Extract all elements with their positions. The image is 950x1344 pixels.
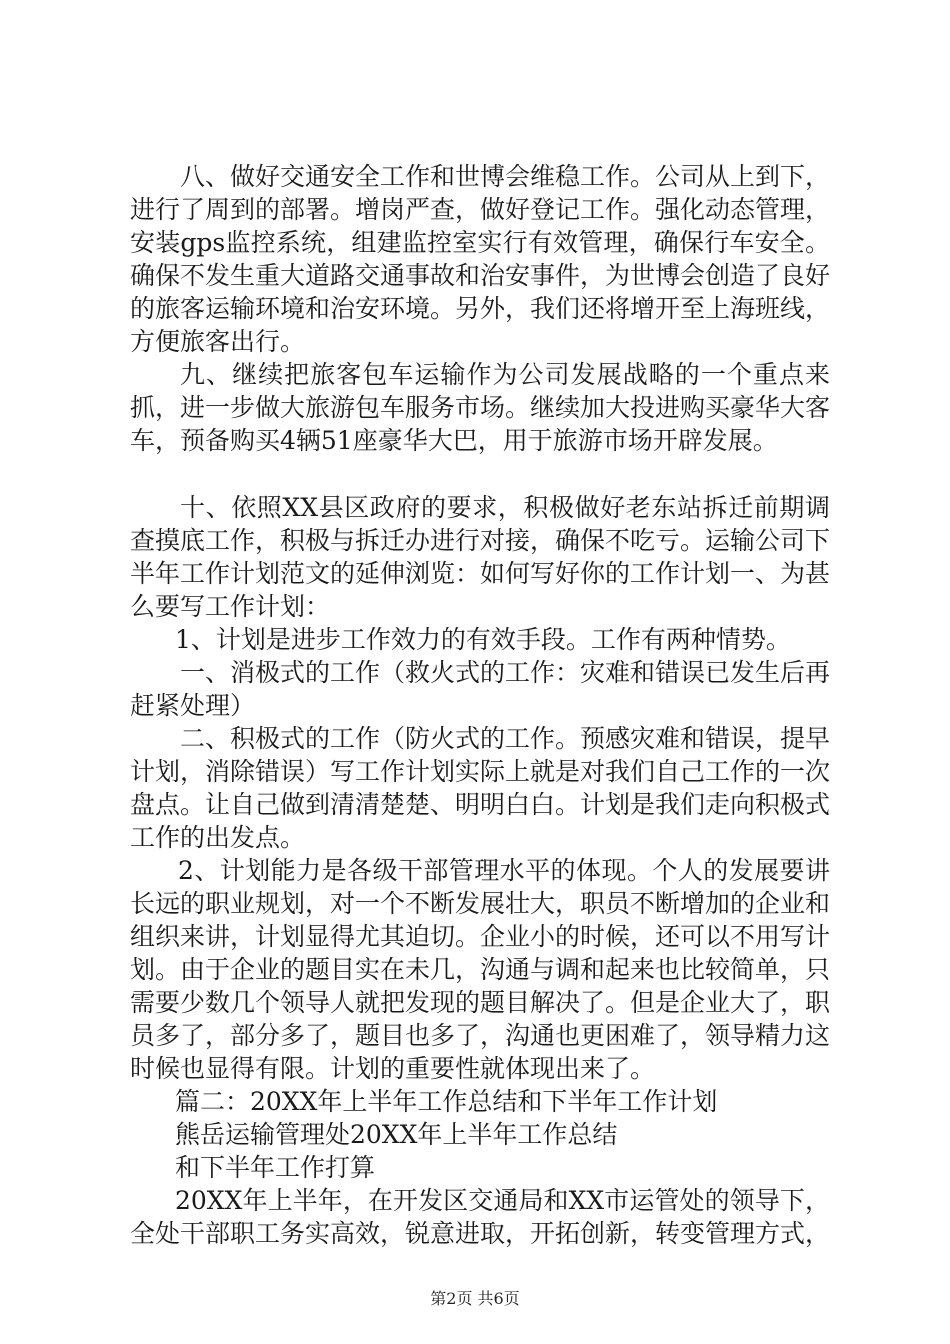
document-body xyxy=(130,160,830,1250)
paragraph-passive-work: 一、消极式的工作（救火式的工作：灾难和错误已发生后再赶紧处理） xyxy=(130,658,831,720)
paragraph-item-10: 十、依照XX县区政府的要求，积极做好老东站拆迁前期调查摸底工作，积极与拆迁办进行对接，确保不吃亏。运输公司下半年工作计划范文的延伸浏览：如何写好你的工作计划一、为甚么要写工作计划： xyxy=(130,493,831,621)
section-heading-part-two: 篇二：20XX年上半年工作总结和下半年工作计划 xyxy=(175,1087,718,1116)
paragraph-item-9: 九、继续把旅客包车运输作为公司发展战略的一个重点来抓，进一步做大旅游包车服务市场。继续加大投进购买豪华大客车，预备购买4辆51座豪华大巴，用于旅游市场开辟发展。 xyxy=(130,360,831,455)
paragraph-plan-point-1: 1、计划是进步工作效力的有效手段。工作有两种情势。 xyxy=(175,625,791,654)
report-subtitle: 和下半年工作打算 xyxy=(175,1153,376,1182)
paragraph-gap xyxy=(130,457,830,491)
paragraph-plan-point-2: 2、计划能力是各级干部管理水平的体现。个人的发展要讲长远的职业规划，对一个不断发展壮大，职员不断增加的企业和组织来讲，计划显得尤其迫切。企业小的时候，还可以不用写计划。由于企业的题目实在未几，沟通与调和起来也比较简单，只需要少数几个领导人就把发现的题目解决了。但是企业大了，职员多了，部分多了，题目也多了，沟通也更困难了，领导精力这时候也显得有限。计划的重要性就体现出来了。 xyxy=(130,856,831,1083)
paragraph-report-intro: 20XX年上半年，在开发区交通局和XX市运管处的领导下，全处干部职工务实高效，锐意进取，开拓创新，转变管理方式， xyxy=(130,1186,831,1248)
report-title: 熊岳运输管理处20XX年上半年工作总结 xyxy=(175,1120,618,1149)
paragraph-item-8: 八、做好交通安全工作和世博会维稳工作。公司从上到下，进行了周到的部署。增岗严查，做好登记工作。强化动态管理，安装gps监控系统，组建监控室实行有效管理，确保行车安全。确保不发生重大道路交通事故和治安事件，为世博会创造了良好的旅客运输环境和治安环境。另外，我们还将增开至上海班线，方便旅客出行。 xyxy=(130,162,831,356)
paragraph-active-work: 二、积极式的工作（防火式的工作。预感灾难和错误，提早计划，消除错误）写工作计划实际上就是对我们自己工作的一次盘点。让自己做到清清楚楚、明明白白。计划是我们走向积极式工作的出发点。 xyxy=(130,724,831,852)
page-footer: 第2页 共6页 xyxy=(430,1289,520,1308)
